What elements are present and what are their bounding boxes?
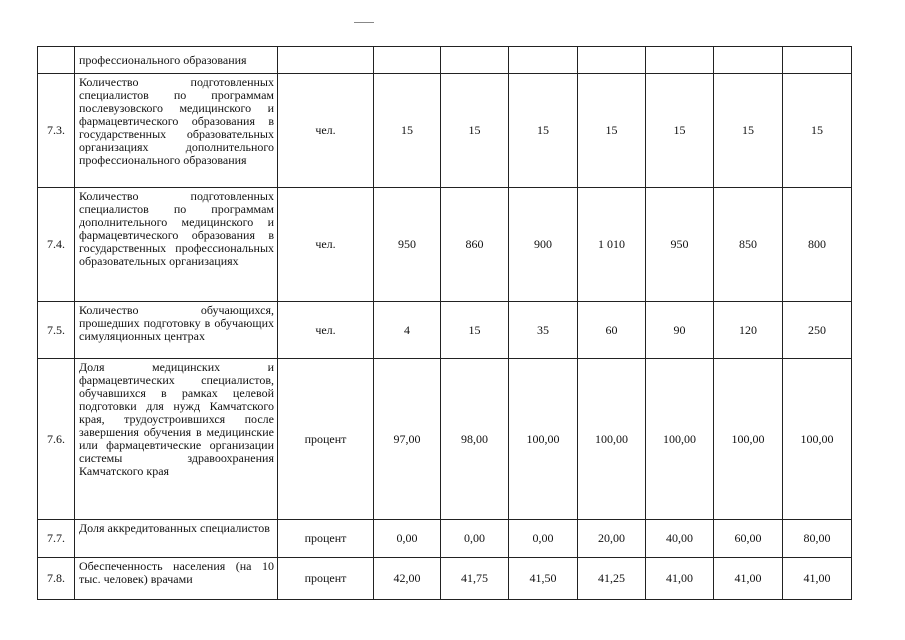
row-number: 7.5.	[38, 302, 75, 359]
indicator-name: Доля аккредитованных специалистов	[75, 520, 278, 558]
value-cell: 0,00	[441, 520, 509, 558]
table-row	[38, 47, 852, 74]
value-cell: 900	[509, 188, 578, 302]
unit-cell: чел.	[278, 74, 374, 188]
value-cell: 15	[578, 74, 646, 188]
indicator-name: Количество обучающихся, прошедших подготовку в обучающих симуляционных центрах	[75, 302, 278, 359]
value-cell: 850	[714, 188, 783, 302]
value-cell: 35	[509, 302, 578, 359]
unit-cell: процент	[278, 558, 374, 600]
value-cell: 800	[783, 188, 852, 302]
unit-cell: чел.	[278, 188, 374, 302]
value-cell: 42,00	[374, 558, 441, 600]
value-cell: 15	[441, 302, 509, 359]
value-cell: 60	[578, 302, 646, 359]
value-cell: 40,00	[646, 520, 714, 558]
value-cell: 80,00	[783, 520, 852, 558]
value-cell: 250	[783, 302, 852, 359]
value-cell	[441, 47, 509, 74]
value-cell: 15	[714, 74, 783, 188]
value-cell: 90	[646, 302, 714, 359]
value-cell	[374, 47, 441, 74]
value-cell: 100,00	[509, 359, 578, 520]
value-cell: 98,00	[441, 359, 509, 520]
indicator-name: Доля медицинских и фармацевтических специалистов, обучавшихся в рамках целевой подготовки для нужд Камчатского края, трудоустроившихся после завершения обучения в медицинские или фармацевтические организации системы здравоохранения Камчатского края	[75, 359, 278, 520]
value-cell: 41,00	[783, 558, 852, 600]
value-cell: 15	[783, 74, 852, 188]
value-cell	[714, 47, 783, 74]
value-cell: 100,00	[783, 359, 852, 520]
value-cell: 41,50	[509, 558, 578, 600]
unit-cell	[278, 47, 374, 74]
indicators-table	[37, 46, 852, 600]
value-cell: 15	[646, 74, 714, 188]
unit-cell: чел.	[278, 302, 374, 359]
row-number: 7.8.	[38, 558, 75, 600]
unit-cell: процент	[278, 520, 374, 558]
table-row	[38, 188, 852, 302]
value-cell: 0,00	[509, 520, 578, 558]
value-cell: 41,00	[646, 558, 714, 600]
value-cell: 100,00	[646, 359, 714, 520]
indicator-name: Количество подготовленных специалистов по программам послевузовского медицинского и фармацевтического образования в государственных образовательных организациях дополнительного профессионального образования	[75, 74, 278, 188]
scan-mark	[354, 22, 374, 23]
indicator-name: профессионального образования	[75, 47, 278, 74]
table-row	[38, 520, 852, 558]
table-row	[38, 74, 852, 188]
value-cell: 100,00	[578, 359, 646, 520]
row-number: 7.7.	[38, 520, 75, 558]
row-number: 7.6.	[38, 359, 75, 520]
value-cell: 41,25	[578, 558, 646, 600]
table-row	[38, 558, 852, 600]
value-cell	[509, 47, 578, 74]
value-cell: 41,75	[441, 558, 509, 600]
unit-cell: процент	[278, 359, 374, 520]
value-cell: 60,00	[714, 520, 783, 558]
value-cell: 97,00	[374, 359, 441, 520]
value-cell	[783, 47, 852, 74]
table-row	[38, 302, 852, 359]
indicator-name: Обеспеченность населения (на 10 тыс. человек) врачами	[75, 558, 278, 600]
value-cell: 860	[441, 188, 509, 302]
table-row	[38, 359, 852, 520]
value-cell: 15	[441, 74, 509, 188]
value-cell: 15	[509, 74, 578, 188]
row-number: 7.3.	[38, 74, 75, 188]
value-cell: 1 010	[578, 188, 646, 302]
row-number	[38, 47, 75, 74]
value-cell: 0,00	[374, 520, 441, 558]
row-number: 7.4.	[38, 188, 75, 302]
value-cell: 950	[646, 188, 714, 302]
value-cell: 41,00	[714, 558, 783, 600]
value-cell: 20,00	[578, 520, 646, 558]
value-cell	[578, 47, 646, 74]
value-cell: 100,00	[714, 359, 783, 520]
value-cell: 15	[374, 74, 441, 188]
value-cell: 120	[714, 302, 783, 359]
value-cell: 950	[374, 188, 441, 302]
value-cell	[646, 47, 714, 74]
value-cell: 4	[374, 302, 441, 359]
indicator-name: Количество подготовленных специалистов по программам дополнительного медицинского и фармацевтического образования в государственных профессиональных образовательных организациях	[75, 188, 278, 302]
